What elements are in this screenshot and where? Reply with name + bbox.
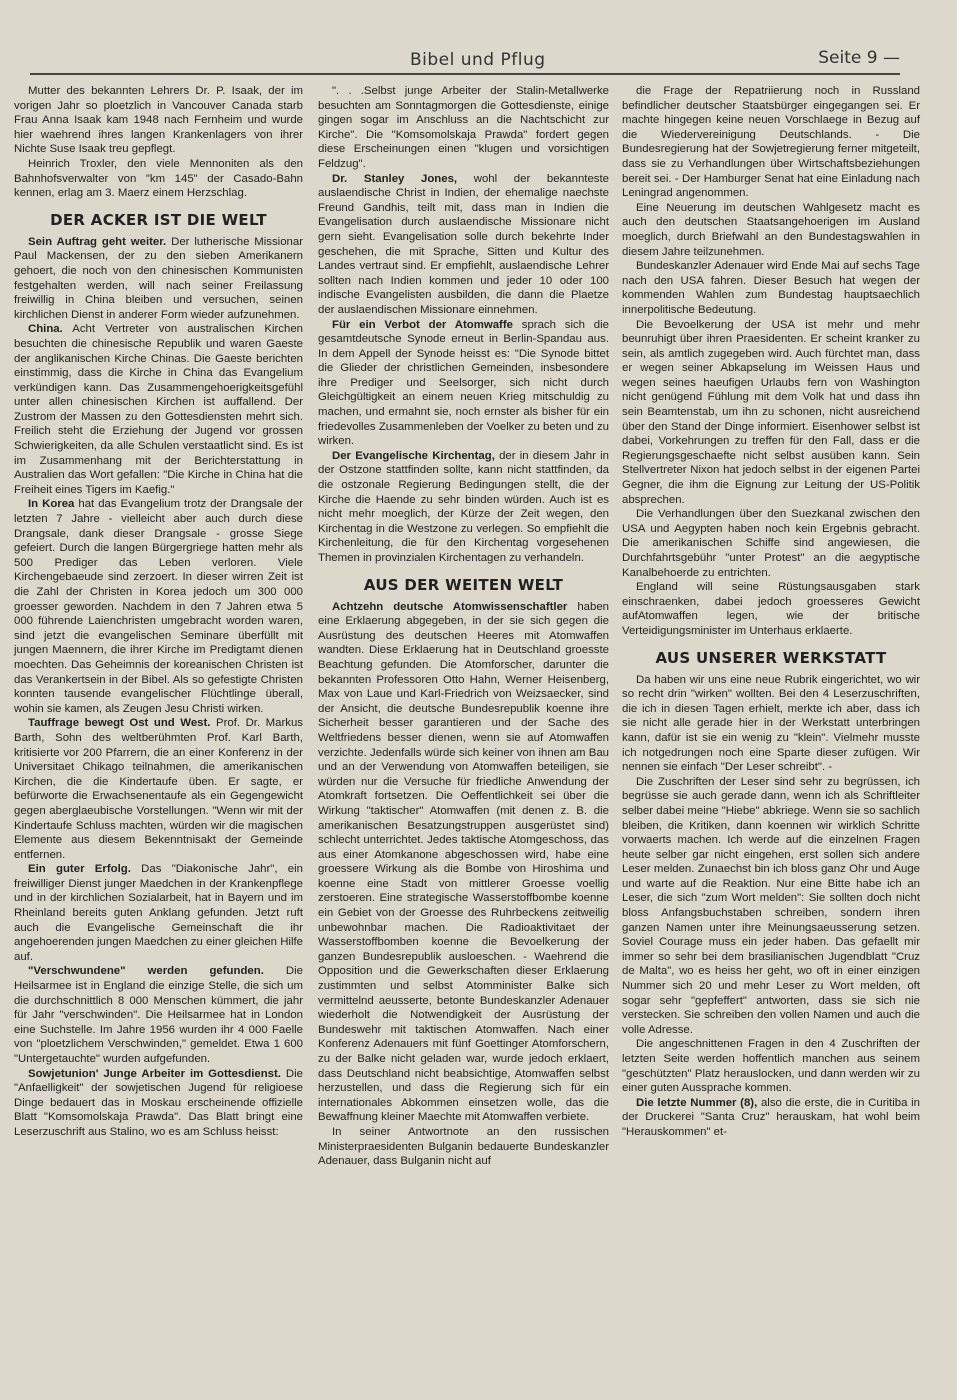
paragraph-text: Eine Neuerung im deutschen Wahlgesetz macht es auch den deutschen Staatsangehoerigen im Ausland moeglich, durch Briefwahl an den Bundestagswahlen in diesem Jahre teilzunehmen.: [622, 201, 920, 258]
page-number: Seite 9 —: [818, 48, 900, 68]
paragraph-text: England will seine Rüstungsausgaben stark einschraenken, dabei jedoch groesseres Gewicht aufAtomwaffen legen, wie der britische Verteidigungsminister im Unterhaus erklaerte.: [622, 581, 920, 637]
page-header: [30, 46, 930, 72]
header-rule: [30, 73, 900, 75]
column-3: [622, 84, 920, 1140]
paragraph-text: ". . .Selbst junge Arbeiter der Stalin-Metallwerke besuchten am Sonntagmorgen die Gottesdienste, einige gingen sogar im Anschluss an die Nachtschicht zur Kirche". Die "Komsomolskaja Prawda" fordert gegen diese Erscheinungen einen "klugen und vorsichtigen Feldzug".: [318, 85, 609, 170]
paragraph-text: Das "Diakonische Jahr", ein freiwilliger Dienst junger Maedchen in der Krankenpflege und in der kirchlichen Sozialarbeit, hat in Bayern und im Rheinland bereits guten Anklang gefunden. Jetzt ruft auch die Evangelische Gemeinschaft die ihr angehoerenden jungen Maedchen zu einer gleichen Hilfe auf.: [14, 863, 303, 963]
paragraph-text: Die Bevoelkerung der USA ist mehr und mehr beunruhigt über ihren Praesidenten. Er scheint kranker zu sein, als amtlich zugegeben wird. Auch fürchtet man, dass er wegen seiner Abkapselung im Weissen Haus und wegen seines haeufigen Urlaubs fern von Washington nicht genügend Fühlung mit dem Volk hat und dass ihn sein Beamtenstab, um ihn zu schonen, nicht ausreichend über den Stand der Dinge informiert. Eisenhower selbst ist dabei, Vorkehrungen zu treffen für den Fall, dass er die Regierungsgeschaefte nicht selbst ausüben kann. Sein Stellvertreter Nixon hat jedoch selbst in der eigenen Partei Gegner, die ihm die Eignung zur Leitung der US-Politik absprechen.: [622, 318, 920, 506]
article-paragraph: [14, 157, 303, 201]
paragraph-lead: China.: [28, 323, 63, 336]
paragraph-lead: In Korea: [28, 498, 75, 511]
running-title: Bibel und Pflug: [410, 50, 546, 70]
article-paragraph: [318, 172, 609, 318]
article-paragraph: [318, 1125, 609, 1169]
paragraph-text: Bundeskanzler Adenauer wird Ende Mai auf sechs Tage nach den USA fahren. Dieser Besuch hat wegen der kommenden Wahlen zum Bundestag hauptsaechlich innerpolitische Bedeutung.: [622, 260, 920, 316]
paragraph-lead: Für ein Verbot der Atomwaffe: [332, 318, 513, 331]
article-paragraph: [622, 580, 920, 638]
article-paragraph: [622, 1096, 920, 1140]
paragraph-lead: "Verschwundene" werden gefunden.: [28, 965, 264, 978]
article-paragraph: [622, 775, 920, 1038]
article-paragraph: [318, 318, 609, 449]
section-heading: AUS DER WEITEN WELT: [363, 575, 564, 594]
paragraph-text: Die angeschnittenen Fragen in den 4 Zuschriften der letzten Seite werden hoffentlich manchen aus seinem "geschützten" Platz herauslocken, und dann werden wir zu einer guten Aussprache kommen.: [622, 1038, 920, 1095]
paragraph-text: haben eine Erklaerung abgegeben, in der sie sich gegen die Ausrüstung des deutschen Heeres mit Atomwaffen wandten. Diese Erklaerung hat in Deutschland groesste Beachtung gefunden. Die Atomforscher, darunter die bekannten Professoren Otto Hahn, Werner Heisenberg, Max von Laue und Karl-Friedrich von Weizsaecker, sind der Ansicht, die deutsche Bundesrepublik koenne ihre Sicherheit besser garantieren und der Sache des Weltfriedens besser dienen, wenn sie auf Atomwaffen verzichte. Jedenfalls würde sich keiner von ihnen am Bau und an der Verwendung von Atomwaffen beteiligen, sie würden nur die Versuche für friedliche Anwendung der Atomkraft fortsetzen. Die Oeffentlichkeit sei über die Wirkung "taktischer" Atomwaffen (mit denen z. B. die amerikanischen Besatzungstruppen ausgerüstet sind) schlecht unterrichtet. Jedes taktische Atomgeschoss, das aus einer Atomkanone abgeschossen wird, habe eine groessere Wirkung als die Bombe von Hiroshima und koenne eine Stadt von mittlerer Groesse voellig zerstoeren. Eine strategische Wasserstoffbombe koenne ein Gebiet von der Groesse des Ruhrbeckens zeitweilig unbewohnbar machen. Die Radioaktivitaet der Wasserstoffbomben koenne die Bevoelkerung der ganzen Bundesrepublik ausloeschen. - Waehrend die Opposition und die Gewerkschaften dieser Erklaerung zustimmten und selbst Atomminister Balke sich vermittelnd aeusserte, betonte Bundeskanzler Adenauer wiederholt die Notwendigkeit der Ausrüstung der Bundeswehr mit taktischen Atomwaffen. Nach einer Konferenz Adenauers mit fünf Goettinger Atomforschern, zu der Balke nicht geladen war, wurde jedoch erklaert, dass Deutschland nicht beabsichtige, Atomwaffen selbst herzustellen, und dass die Regierung sich für ein internationales Abkommen einsetzen wolle, das die Bewaffnung kleiner Maechte mit Atomwaffen verbiete.: [318, 600, 610, 1124]
paragraph-lead: Die letzte Nummer (8),: [636, 1096, 758, 1109]
section-heading: AUS UNSERER WERKSTATT: [655, 648, 887, 667]
paragraph-text: Die Heilsarmee ist in England die einzige Stelle, die sich um die durchschnittlich 8 000 Menschen kümmert, die jahr für Jahr "verschwinden". Die Heilsarmee hat in London eine Suchstelle. Im Jahre 1956 wurden ihr 4 000 Faelle von "ploetzlichem Verschwinden," gemeldet. Etwa 1 600 "Untergetauchte" wurden aufgefunden.: [14, 965, 303, 1065]
paragraph-text: die Frage der Repatriierung noch in Russland befindlicher deutscher Staatsbürger eingegangen sei. Er machte hingegen keine neuen Vorschlaege in Bezug auf die Wiedervereinigung Deutschlands. - Die Bundesregierung hat der Sowjetregierung ferner mitgeteilt, dass sie zu Verhandlungen über Wirtschaftsbeziehungen bereit sei. - Der Hamburger Senat hat eine Einladung nach Leningrad angenommen.: [622, 85, 920, 200]
paragraph-lead: Dr. Stanley Jones,: [332, 172, 458, 185]
article-paragraph: [622, 507, 920, 580]
article-paragraph: [14, 235, 303, 323]
article-paragraph: [318, 449, 609, 566]
article-paragraph: [14, 84, 303, 157]
paragraph-text: In seiner Antwortnote an den russischen Ministerpraesidenten Bulganin bedauerte Bundeskanzler Adenauer, dass Bulganin nicht auf: [318, 1125, 609, 1168]
article-paragraph: [14, 716, 303, 862]
column-1: [14, 84, 303, 1140]
paragraph-text: also die erste, die in Curitiba in der Druckerei "Santa Cruz" herauskam, hat wohl beim "Herauskommen" et-: [622, 1096, 920, 1138]
paragraph-lead: Sowjetunion' Junge Arbeiter im Gottesdienst.: [28, 1067, 281, 1080]
article-paragraph: [622, 1037, 920, 1095]
paragraph-text: Die Zuschriften der Leser sind sehr zu begrüssen, ich begrüsse sie auch gerade dann, wenn ich als Schriftleiter selber dabei meine "Hiebe" abkriege. Wenn sie so sachlich bleiben, die Kritiken, dann koennen wir wirklich Schritte vorwaerts machen. Ich werde auf die einzelnen Fragen heute selber gar nicht eingehen, erst sollen sich andere Leser melden. Zunaechst bin ich bloss ganz Ohr und Auge und warte auf die Reaktion. Nur eine Bitte habe ich an Leser, die sich "zum Wort melden": Sie sollten doch nicht bloss Anfangsbuchstaben schreiben, sondern ihren ganzen Namen unter ihre Meinungsaeusserung setzen. Soviel Courage muss ein jeder haben. Das gefaellt mir immer so sehr bei dem brasilianischen Jugendblatt "Cruz de Malta", wo es heiss her geht, wo oft in einer einzigen Nummer sich 20 und mehr Leser zu Wort melden, oft sogar sehr "gepfeffert" antworten, dass sie sich nie verstecken. Sie schreiben den vollen Namen und auch die volle Adresse.: [622, 775, 920, 1036]
article-paragraph: [622, 259, 920, 317]
paragraph-text: Prof. Dr. Markus Barth, Sohn des weltberühmten Prof. Karl Barth, kritisierte vor 200 Pfarrern, die an einer Konferenz in der Universitaet Chikago teilnahmen, die amerikanischen Kirchen, die die Kindertaufe üben. Er sagte, er befürworte die Erwachsenentaufe als ein Gegengewicht gegen aberglaeubische Vorstellungen. "Wenn wir mit der Kindertaufe Schluss machten, würden wir die magischen Elemente aus diesem Bekenntnisakt der Gemeinde entfernen.: [14, 717, 303, 861]
paragraph-lead: Der Evangelische Kirchentag,: [332, 449, 495, 462]
paragraph-text: hat das Evangelium trotz der Drangsale der letzten 7 Jahre - vielleicht aber auch durch diese Drangsale, dank dieser Drangsale - grosse Siege gefeiert. Durch die langen Bürgergriege hatten mehr als 500 Prediger das Leben verloren. Viele Kirchengebaeude sind zerzoert. In dieser wirren Zeit ist die Zahl der Christen in Korea jedoch um 300 000 groesser geworden. Nachdem in den 7 Jahren etwa 5 000 führende Laienchristen umgebracht worden waren, sind jetzt die evangelischen Seminare überfüllt mit jungen Maennern, die ihrer Kirche im Predigtamt dienen moechten. Das Geheimnis der koreanischen Christen ist das Verankertsein in der Bibel. Als so gefestigte Christen konnten tausende evangelischer Flüchtlinge überall, wohin sie kamen, als Zeugen Jesu Christi wirken.: [14, 498, 304, 715]
paragraph-lead: Achtzehn deutsche Atomwissenschaftler: [332, 600, 568, 613]
paragraph-text: wohl der bekannteste auslaendische Christ in Indien, der ehemalige naechste Freund Gandhis, teilt mit, dass man in Indien die Evangelisation durch auslaendische Missionare nicht gern sieht. Evangelisation solle durch bekehrte Inder geschehen, die mit Sprache, Sitten und Kultur des Landes vertraut sind. Er empfiehlt, auslaendische Lehrer sollten nach Indien kommen und jeder 10 oder 100 indische Evangelisten ausbilden, die dann die Plaetze der auslaendischen Missionare einnehmen.: [318, 172, 609, 316]
article-paragraph: [14, 1067, 303, 1140]
paragraph-text: sprach sich die gesamtdeutsche Synode erneut in Berlin-Spandau aus. In dem Appell der Synode heisst es: "Die Synode bittet die Glieder der christlichen Gemeinden, insbesondere ihre Prediger und Seelsorger, sich nicht durch Gleichgültigkeit an einem neuen Krieg mitschuldig zu machen, und ermahnt sie, noch ernster als bisher für ein friedevolles Zusammenleben der Voelker zu beten und zu wirken.: [318, 318, 610, 448]
paragraph-lead: Ein guter Erfolg.: [28, 863, 131, 876]
paragraph-text: Die "Anfaelligkeit" der sowjetischen Jugend für religioese Dinge bedauert das in Moskau erscheinende offizielle Blatt "Komsomolskaja Prawda". Das Blatt bringt eine Leserzuschrift aus Stalino, wo es am Schluss heisst:: [14, 1067, 303, 1138]
column-2: [318, 84, 609, 1169]
article-paragraph: [318, 84, 609, 172]
article-paragraph: [14, 964, 303, 1066]
article-paragraph: [622, 201, 920, 259]
paragraph-text: Heinrich Troxler, den viele Mennoniten als den Bahnhofsverwalter von "km 145" der Casado-Bahn kennen, erlag am 3. Maerz einem Herzschlag.: [14, 157, 303, 200]
article-paragraph: [14, 497, 303, 716]
article-paragraph: [14, 862, 303, 964]
paragraph-text: Acht Vertreter von australischen Kirchen besuchten die chinesische Republik und waren Gaeste der anglikanischen Kirche Chinas. Die Gaeste berichten einstimmig, dass die Kirche in China das Evangelium verkündigen kann. Das Zusammengehoerigkeitsgefühl unter allen chinesischen Kirchen ist auffallend. Der Zustrom der Massen zu den Gottesdiensten mehrt sich. Freilich steht die Erziehung der Jugend vor grossen Schwierigkeiten, da alle Schulen verstaatlicht sind. Es ist im Zusammenhang mit der Berichterstattung in Australien das Wort gefallen: "Die Kirche in China hat die Freiheit eines Tigers im Kaefig.": [14, 323, 303, 496]
paragraph-text: Mutter des bekannten Lehrers Dr. P. Isaak, der im vorigen Jahr so ploetzlich in Vancouver Canada starb Frau Anna Isaak kam 1948 nach Fernheim und wurde hier waehrend ihres langen Krankenlagers von ihrer Nichte Suse Isaak treu gepflegt.: [14, 85, 303, 156]
paragraph-text: Die Verhandlungen über den Suezkanal zwischen den USA und Aegypten haben noch kein Ergebnis gebracht. Die amerikanischen Schiffe sind angewiesen, die Durchfahrtsgebühr "unter Protest" an die aegyptische Kanalbehoerde zu entrichten.: [622, 508, 920, 579]
paragraph-lead: Tauffrage bewegt Ost und West.: [28, 717, 211, 730]
paragraph-text: Da haben wir uns eine neue Rubrik eingerichtet, wo wir so recht drin "wirken" wollten. Bei den 4 Leserzuschriften, die ich in diesen Tagen erhielt, merkte ich aber, dass ich sie nicht alle gerade hier in der Werkstatt unterbringen kann, dafür ist sie ein wenig zu "klein". Vielmehr musste ich notgedrungen noch eine Sparte dieser zufügen. Wir nennen sie einfach "Der Leser schreibt". -: [622, 673, 920, 774]
article-paragraph: [622, 673, 920, 775]
article-paragraph: [622, 84, 920, 201]
paragraph-lead: Sein Auftrag geht weiter.: [28, 235, 167, 248]
paragraph-text: Der lutherische Missionar Paul Mackensen, der zu den sieben Amerikanern gehoert, die noch von den chinesischen Kommunisten festgehalten werden, will nach seiner Freilassung freiwillig in China bleiben und versuchen, seinen kirchlichen Dienst in anderer Form wieder aufzunehmen.: [14, 235, 304, 321]
paragraph-text: der in diesem Jahr in der Ostzone stattfinden sollte, kann nicht stattfinden, da die ostzonale Regierung Bedingungen stellt, die der Kirche die Haende zu sehr binden würden. Auch ist es nicht mehr moeglich, der Kürze der Zeit wegen, den Kirchentag in die Westzone zu verlegen. So empfiehlt die Kirchenleitung, die für den Kirchentag vorgesehenen Themen in provinzialen Kirchentagen zu verhandeln.: [318, 449, 609, 564]
article-paragraph: [14, 322, 303, 497]
section-heading: DER ACKER IST DIE WELT: [50, 210, 267, 229]
article-paragraph: [318, 600, 609, 1125]
article-paragraph: [622, 318, 920, 508]
